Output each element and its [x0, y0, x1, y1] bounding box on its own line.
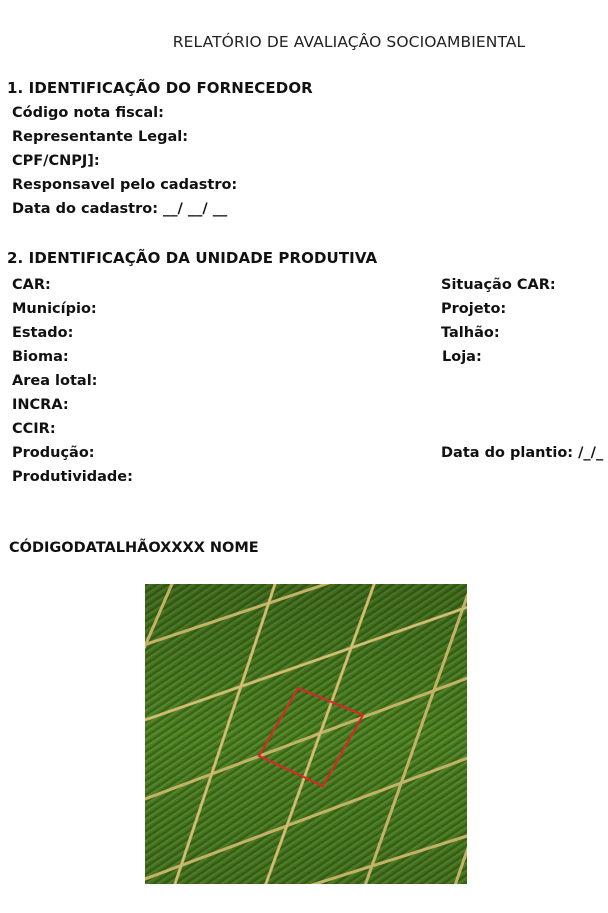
field-representante-legal: Representante Legal: — [12, 129, 189, 145]
field-municipio: Município: — [12, 301, 97, 317]
aerial-plot-image — [145, 584, 467, 884]
field-area-total: Area lotal: — [12, 373, 98, 389]
field-loja: Loja: — [442, 349, 482, 365]
plot-title: CÓDIGODATALHÃOXXXX NOME — [9, 540, 259, 556]
section-2-heading: 2. IDENTIFICAÇÃO DA UNIDADE PRODUTIVA — [7, 249, 378, 267]
field-codigo-nota-fiscal: Código nota fiscal: — [12, 105, 164, 121]
field-estado: Estado: — [12, 325, 74, 341]
field-projeto: Projeto: — [441, 301, 507, 317]
field-produtividade: Produtividade: — [12, 469, 133, 485]
field-responsavel-cadastro: Responsavel pelo cadastro: — [12, 177, 238, 193]
field-talhao: Talhão: — [441, 325, 500, 341]
field-data-cadastro: Data do cadastro: __/ __/ __ — [12, 201, 228, 217]
field-bioma: Bioma: — [12, 349, 69, 365]
field-car: CAR: — [12, 277, 51, 293]
report-title: RELATÓRIO DE AVALIAÇÂO SOCIOAMBIENTAL — [172, 33, 526, 51]
field-cpf-cnpj: CPF/CNPJ]: — [12, 153, 100, 169]
section-1-heading: 1. IDENTIFICAÇÃO DO FORNECEDOR — [7, 79, 313, 97]
field-incra: INCRA: — [12, 397, 69, 413]
field-data-plantio: Data do plantio: /_/_ — [441, 445, 604, 461]
field-producao: Produção: — [12, 445, 95, 461]
field-ccir: CCIR: — [12, 421, 56, 437]
field-situacao-car: Situação CAR: — [441, 277, 556, 293]
